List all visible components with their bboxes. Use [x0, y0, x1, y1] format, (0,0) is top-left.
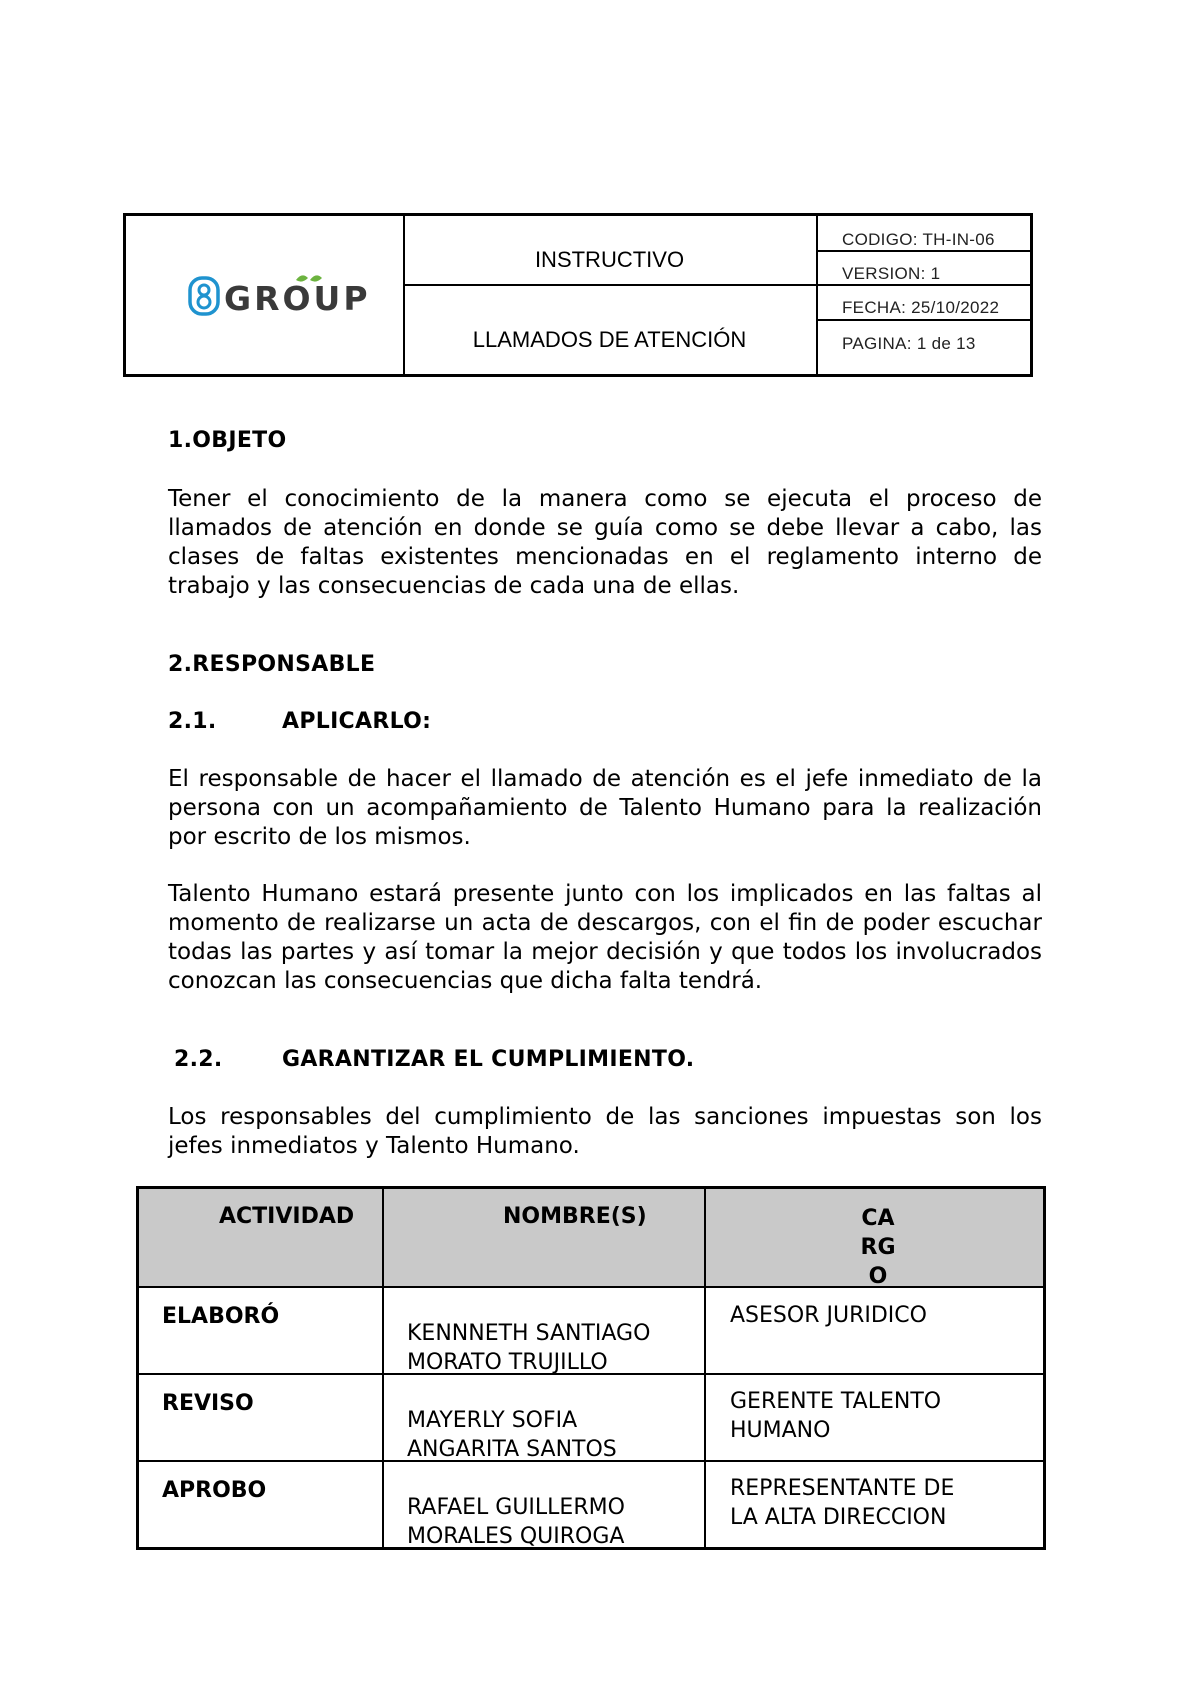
- column-header-cargo: CA RG O: [860, 1206, 896, 1289]
- subsection-aplicarlo-heading: APLICARLO:: [282, 709, 432, 734]
- cargo-cell: REPRESENTANTE DE LA ALTA DIRECCION: [730, 1476, 955, 1530]
- section-objeto-text: Tener el conocimiento de la manera como se ejecuta el proceso de llamados de atención en donde se guía como se debe llevar a cabo, las clases de faltas existentes mencionadas en el reglamento interno de trabajo y las consecuencias de cada una de ellas.: [168, 486, 1042, 599]
- header-divider: [816, 284, 1033, 286]
- approval-table: [136, 1186, 1046, 1550]
- garantizar-paragraph: Los responsables del cumplimiento de las sanciones impuestas son los jefes inmediatos y Talento Humano.: [168, 1104, 1042, 1159]
- table-divider: [139, 1286, 1043, 1288]
- name-cell: MAYERLY SOFIA ANGARITA SANTOS: [407, 1408, 617, 1462]
- subsection-number: 2.1.: [168, 709, 217, 734]
- header-divider: [403, 284, 816, 286]
- section-objeto-heading: 1.OBJETO: [168, 428, 287, 453]
- aplicarlo-paragraph-2: Talento Humano estará presente junto con los implicados en las faltas al momento de realizarse un acta de descargos, con el fin de poder escuchar todas las partes y así tomar la mejor decisión y que todos los involucrados conozcan las consecuencias que dicha falta tendrá.: [168, 881, 1042, 994]
- cargo-cell: ASESOR JURIDICO: [730, 1303, 927, 1328]
- header-divider: [816, 216, 818, 374]
- table-divider: [382, 1189, 384, 1547]
- logo-wordmark: GROUP: [224, 279, 371, 318]
- row-label-aprobo: APROBO: [162, 1478, 267, 1503]
- table-divider: [704, 1189, 706, 1547]
- group-logo-icon: [188, 274, 388, 318]
- doc-type: INSTRUCTIVO: [534, 247, 685, 272]
- row-label-elaboro: ELABORÓ: [162, 1304, 280, 1329]
- aplicarlo-paragraph-1: El responsable de hacer el llamado de atención es el jefe inmediato de la persona con un acompañamiento de Talento Humano para la realización por escrito de los mismos.: [168, 766, 1042, 850]
- document-header: [123, 213, 1033, 377]
- doc-page: PAGINA: 1 de 13: [842, 334, 976, 353]
- section-responsable-heading: 2.RESPONSABLE: [168, 652, 376, 677]
- column-header-nombres: NOMBRE(S): [503, 1204, 647, 1229]
- doc-version: VERSION: 1: [842, 264, 941, 283]
- subsection-number: 2.2.: [174, 1047, 223, 1072]
- subsection-garantizar-heading: GARANTIZAR EL CUMPLIMIENTO.: [282, 1047, 695, 1072]
- doc-date: FECHA: 25/10/2022: [842, 298, 1000, 317]
- doc-title: LLAMADOS DE ATENCIÓN: [472, 327, 747, 352]
- header-divider: [816, 319, 1033, 321]
- name-cell: RAFAEL GUILLERMO MORALES QUIROGA: [407, 1495, 625, 1549]
- row-label-reviso: REVISO: [162, 1391, 254, 1416]
- name-cell: KENNNETH SANTIAGO MORATO TRUJILLO: [407, 1321, 651, 1375]
- cargo-cell: GERENTE TALENTO HUMANO: [730, 1389, 942, 1443]
- company-logo: [188, 274, 388, 322]
- doc-code: CODIGO: TH-IN-06: [842, 230, 995, 249]
- header-divider: [816, 250, 1033, 252]
- column-header-actividad: ACTIVIDAD: [219, 1204, 355, 1229]
